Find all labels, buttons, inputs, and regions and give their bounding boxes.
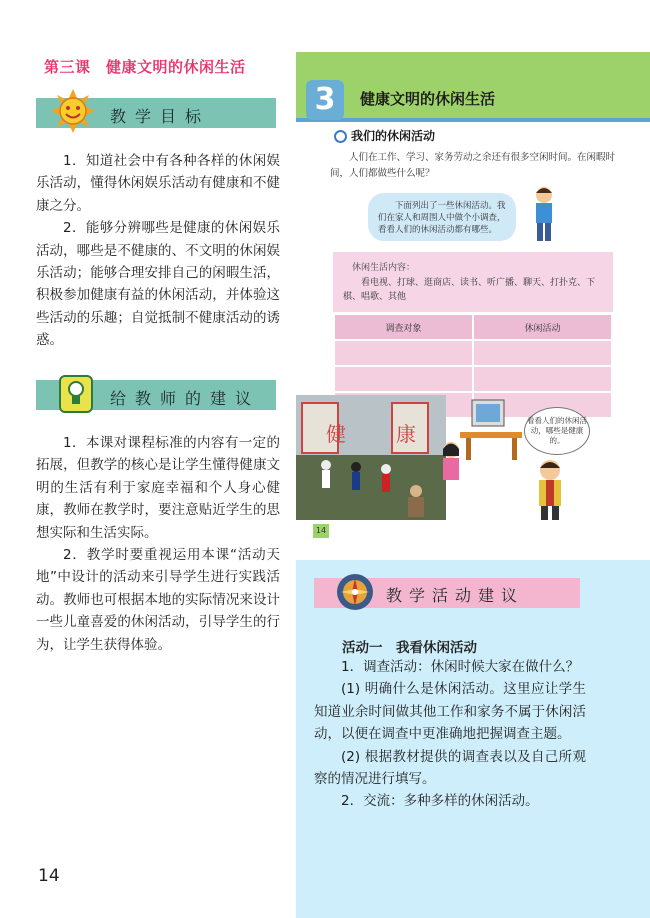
activity-para-2: (1) 明确什么是休闲活动。这里应让学生知道业余时间做其他工作和家务不属于休闲活动，以便在调查中更准确地把握调查主题。: [314, 681, 586, 743]
objective-para-2: 2．能够分辨哪些是健康的休闲娱乐活动，哪些是不健康的、不文明的休闲娱乐活动；能够合理安排自己的闲暇生活，积极参加健康有益的休闲活动，并体验这些活动的乐趣；自觉抵制不健康活动的诱惑。: [36, 220, 280, 349]
advice-para-2: 2．教学时要重视运用本课“活动天地”中设计的活动来引导学生进行实践活动。教师也可根据本地的实际情况来设计一些儿童喜爱的休闲活动，引导学生的行为，让学生获得体验。: [36, 547, 280, 653]
section-title-objectives: 教学目标: [110, 107, 211, 126]
survey-cell: [334, 366, 473, 392]
survey-cell: [334, 340, 473, 366]
lesson-title: 第三课 健康文明的休闲生活: [44, 58, 246, 76]
sun-icon: [50, 88, 96, 134]
photo-sign-2: 康: [396, 422, 416, 446]
boy-illustration-icon: [528, 185, 560, 245]
speech-bubble-2: 看看人们的休闲活动，哪些是健康的。: [524, 407, 590, 455]
textbook-page-number: 14: [313, 524, 329, 538]
textbook-intro: 人们在工作、学习、家务劳动之余还有很多空闲时间。在闲暇时间，人们都做些什么呢？: [330, 152, 616, 179]
survey-header-activity: 休闲活动: [473, 314, 612, 340]
teacher-advice-text: [36, 432, 280, 656]
activity-para-1: 1．调查活动：休闲时候大家在做什么？: [341, 659, 580, 675]
advice-para-1: 1．本课对课程标准的内容有一定的拓展，但教学的核心是让学生懂得健康文明的生活有利于家庭幸福和个人身心健康，教师在教学时，要注意贴近学生的思想实际和生活实际。: [36, 435, 280, 541]
computer-desk-icon: [456, 392, 526, 462]
survey-cell: [473, 366, 612, 392]
activity-suggestions-title: 教学活动建议: [386, 586, 525, 605]
activity-one-title: 活动一 我看休闲活动: [342, 640, 477, 656]
activity-list-title: 休闲生活内容：: [352, 263, 416, 273]
survey-cell: [473, 340, 612, 366]
survey-header-subject: 调查对象: [334, 314, 473, 340]
compass-icon: [335, 572, 375, 612]
activity-list-body: 看电视、打球、逛商店、读书、听广播、聊天、打扑克、下棋、唱歌、其他: [343, 278, 596, 302]
objective-para-1: 1．知道社会中有各种各样的休闲娱乐活动，懂得休闲娱乐活动有健康和不健康之分。: [36, 153, 280, 214]
textbook-header-rule: [296, 118, 650, 122]
sports-scene-illustration: [296, 395, 446, 520]
page-number: 14: [38, 866, 60, 886]
student-illustration-icon: [530, 458, 570, 520]
textbook-title: 健康文明的休闲生活: [360, 90, 496, 108]
lesson-number-badge: 3: [306, 80, 344, 120]
activity-para-3: (2) 根据教材提供的调查表以及自己所观察的情况进行填写。: [314, 748, 586, 788]
activity-para-4: 2．交流：多种多样的休闲活动。: [341, 793, 539, 810]
photo-sign-1: 健: [326, 422, 346, 446]
objectives-text: [36, 150, 280, 352]
speech-bubble: 下面列出了一些休闲活动。我们在家人和周围人中做个小调查，看看人们的休闲活动都有哪些。: [368, 193, 516, 241]
circle-bullet-icon: [334, 130, 347, 143]
girl-illustration-icon: [436, 440, 466, 490]
lightbulb-icon: [58, 374, 94, 414]
activity-one-body: [314, 656, 586, 813]
sports-photo: [296, 395, 446, 520]
section-title-teacher-advice: 给教师的建议: [110, 389, 261, 408]
textbook-subtitle: 我们的休闲活动: [351, 129, 436, 143]
